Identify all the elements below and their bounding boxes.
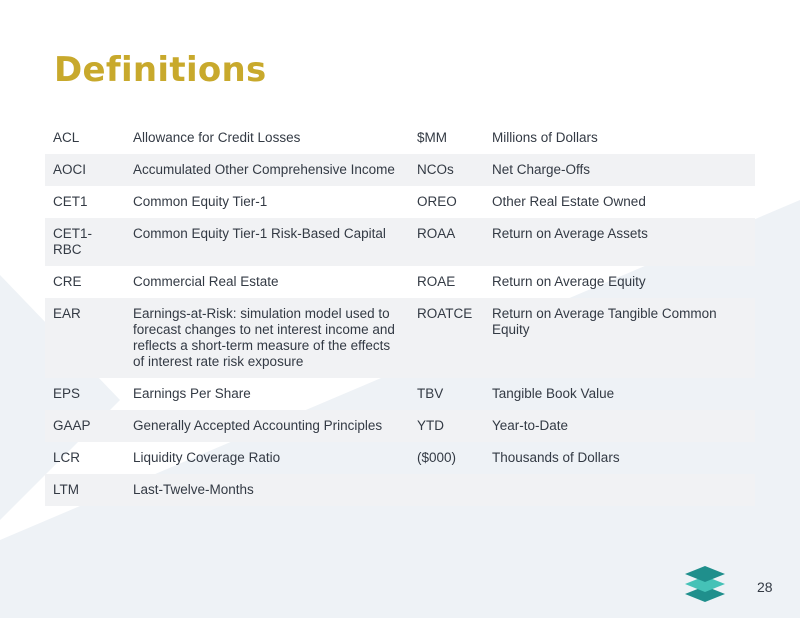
definition-right: Return on Average Equity (492, 274, 646, 289)
abbreviation-left: AOCI (45, 154, 125, 186)
abbreviation-left: LTM (45, 474, 125, 506)
abbreviation-right: NCOs (409, 154, 484, 186)
definition-row (45, 122, 755, 154)
definition-left: Common Equity Tier-1 (133, 194, 268, 209)
definition-row (45, 218, 755, 266)
definition-left: Generally Accepted Accounting Principles (125, 410, 409, 442)
definition-right: Year-to-Date (484, 410, 755, 442)
definition-right (484, 474, 755, 506)
abbreviation-right: ROATCE (409, 298, 484, 378)
abbreviation-right: $MM (417, 130, 447, 145)
definition-right: Thousands of Dollars (492, 450, 620, 465)
definition-left: Allowance for Credit Losses (133, 130, 301, 145)
definition-row (45, 186, 755, 218)
definition-row (45, 266, 755, 298)
definition-row (45, 410, 755, 442)
stacked-layers-icon (683, 566, 727, 606)
definition-left: Earnings Per Share (133, 386, 251, 401)
abbreviation-left: LCR (53, 450, 81, 465)
definition-row (45, 298, 755, 378)
abbreviation-left: EAR (45, 298, 125, 378)
logo-layer-top (685, 566, 725, 582)
definition-right: Other Real Estate Owned (492, 194, 646, 209)
definition-right: Tangible Book Value (492, 386, 615, 401)
definition-left: Commercial Real Estate (133, 274, 279, 289)
abbreviation-right: YTD (409, 410, 484, 442)
definition-left: Common Equity Tier-1 Risk-Based Capital (125, 218, 409, 266)
definition-left: Earnings-at-Risk: simulation model used to forecast changes to net interest income and reflects a short-term measure of the effects of interest rate risk exposure (125, 298, 409, 378)
definitions-table-body (45, 122, 755, 506)
definition-left: Accumulated Other Comprehensive Income (125, 154, 409, 186)
definition-right: Return on Average Assets (484, 218, 755, 266)
definition-row (45, 474, 755, 506)
definition-left: Liquidity Coverage Ratio (133, 450, 281, 465)
abbreviation-left: GAAP (45, 410, 125, 442)
abbreviation-left: CET1 (53, 194, 88, 209)
definitions-table-container (45, 122, 755, 506)
definition-right: Millions of Dollars (492, 130, 598, 145)
abbreviation-right: ($000) (417, 450, 457, 465)
definition-row (45, 154, 755, 186)
abbreviation-right: ROAA (409, 218, 484, 266)
definition-row (45, 378, 755, 410)
abbreviation-right: TBV (417, 386, 444, 401)
definition-left: Last-Twelve-Months (125, 474, 409, 506)
page-title: Definitions (54, 50, 267, 90)
definition-right: Return on Average Tangible Common Equity (484, 298, 755, 378)
abbreviation-right: ROAE (417, 274, 456, 289)
abbreviation-left: CRE (53, 274, 82, 289)
definition-row (45, 442, 755, 474)
definition-right: Net Charge-Offs (484, 154, 755, 186)
abbreviation-left: EPS (53, 386, 81, 401)
page-number: 28 (757, 579, 773, 595)
abbreviation-right (409, 474, 484, 506)
abbreviation-left: ACL (53, 130, 80, 145)
abbreviation-left: CET1-RBC (45, 218, 125, 266)
definitions-table (45, 122, 755, 506)
abbreviation-right: OREO (417, 194, 457, 209)
